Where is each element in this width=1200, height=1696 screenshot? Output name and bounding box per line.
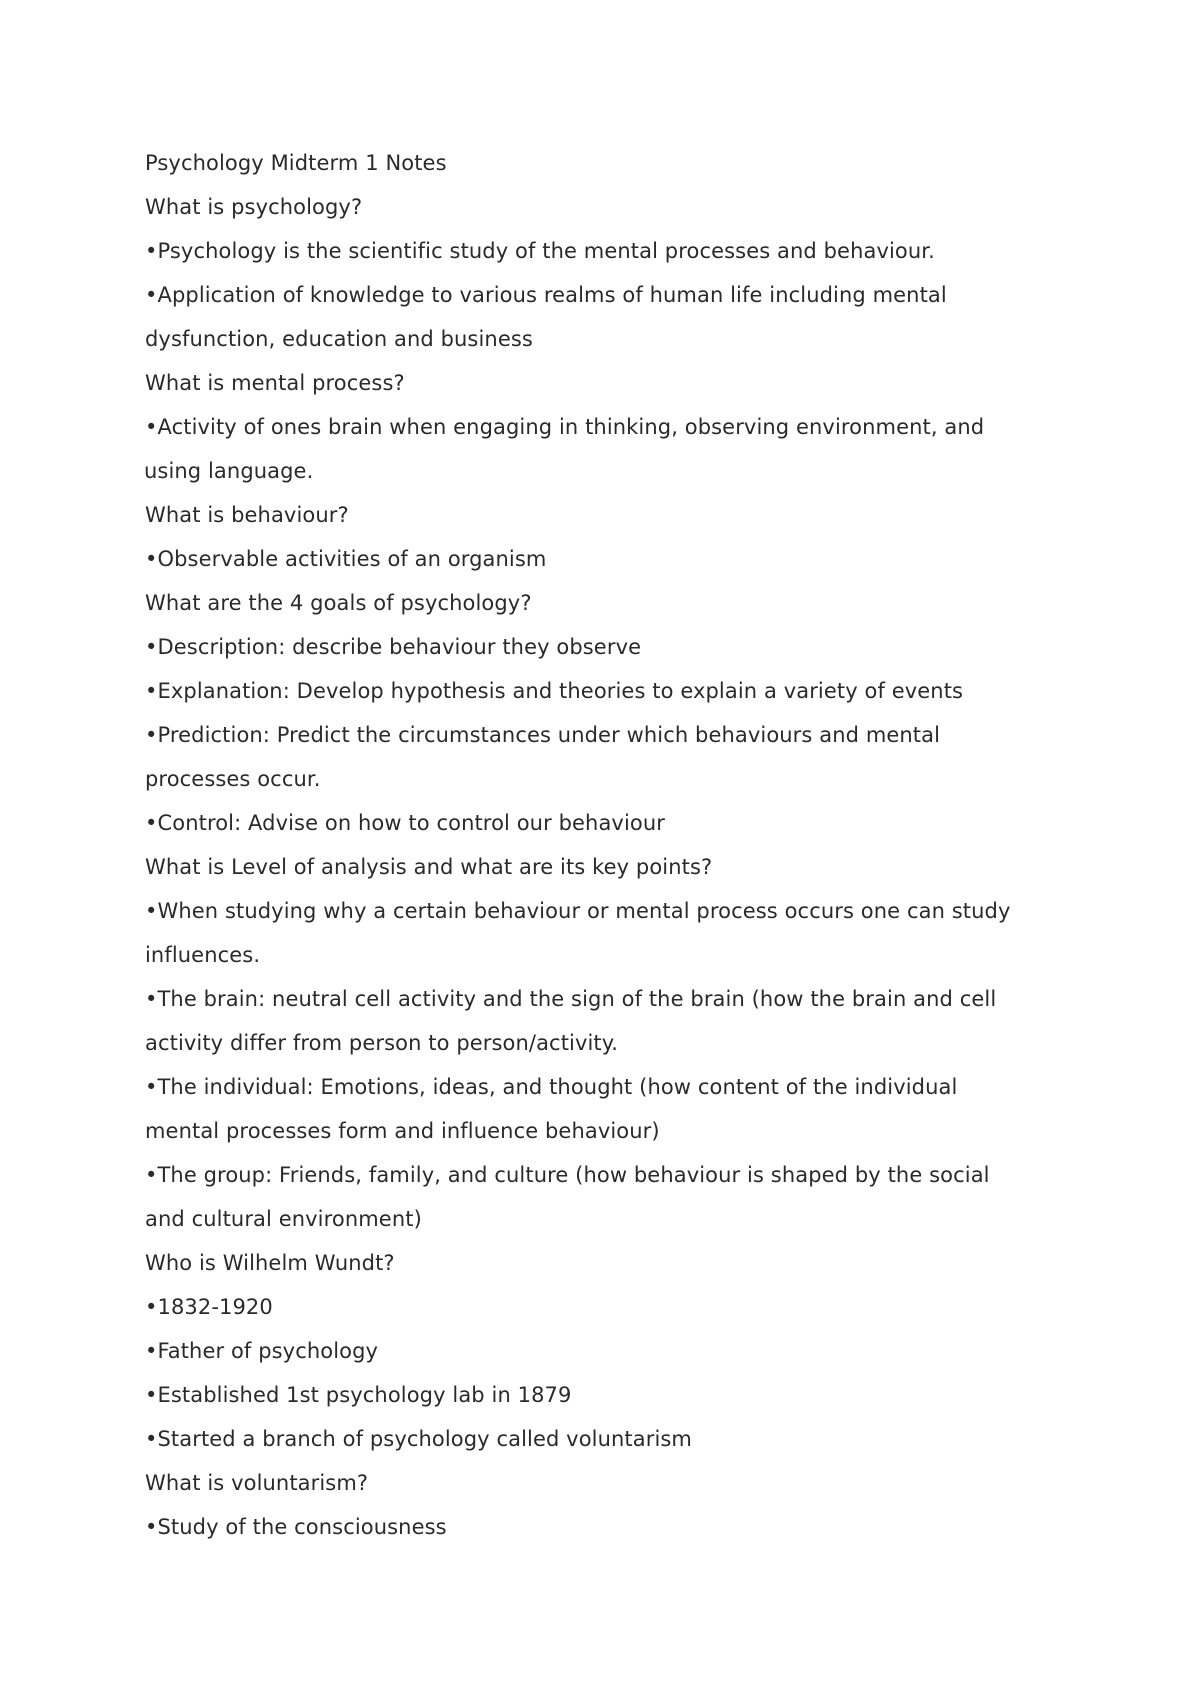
bullet-item: •Study of the consciousness [145,1515,447,1539]
bullet-item: •Psychology is the scientific study of the mental processes and behaviour. [145,239,935,263]
bullet-item: •Started a branch of psychology called voluntarism [145,1427,692,1451]
bullet-item: •When studying why a certain behaviour or mental process occurs one can study [145,899,1011,923]
bullet-continuation: and cultural environment) [145,1207,422,1231]
question-heading: What is Level of analysis and what are its key points? [145,855,713,879]
bullet-item: •Application of knowledge to various realms of human life including mental [145,283,947,307]
bullet-item: •Control: Advise on how to control our behaviour [145,811,665,835]
bullet-item: •Established 1st psychology lab in 1879 [145,1383,572,1407]
bullet-item: •The brain: neutral cell activity and the sign of the brain (how the brain and cell [145,987,997,1011]
bullet-continuation: using language. [144,459,314,483]
bullet-item: •Prediction: Predict the circumstances under which behaviours and mental [145,723,941,747]
bullet-continuation: mental processes form and influence behaviour) [145,1119,660,1143]
question-heading: What is mental process? [145,371,405,395]
bullet-item: •Father of psychology [145,1339,379,1363]
bullet-item: •Observable activities of an organism [145,547,547,571]
bullet-item: •1832-1920 [145,1295,273,1319]
document-body [145,141,1085,1549]
question-heading: What is behaviour? [145,503,349,527]
bullet-item: •Description: describe behaviour they observe [145,635,642,659]
question-heading: What is voluntarism? [145,1471,369,1495]
bullet-continuation: influences. [145,943,261,967]
bullet-continuation: dysfunction, education and business [145,327,533,351]
question-heading: Who is Wilhelm Wundt? [145,1251,395,1275]
bullet-continuation: activity differ from person to person/activity. [145,1031,619,1055]
bullet-item: •Activity of ones brain when engaging in thinking, observing environment, and [145,415,985,439]
question-heading: What are the 4 goals of psychology? [145,591,532,615]
bullet-item: •Explanation: Develop hypothesis and theories to explain a variety of events [145,679,964,703]
bullet-item: •The group: Friends, family, and culture (how behaviour is shaped by the social [145,1163,990,1187]
document-title: Psychology Midterm 1 Notes [145,151,447,175]
question-heading: What is psychology? [145,195,363,219]
bullet-item: •The individual: Emotions, ideas, and thought (how content of the individual [145,1075,958,1099]
bullet-continuation: processes occur. [145,767,321,791]
